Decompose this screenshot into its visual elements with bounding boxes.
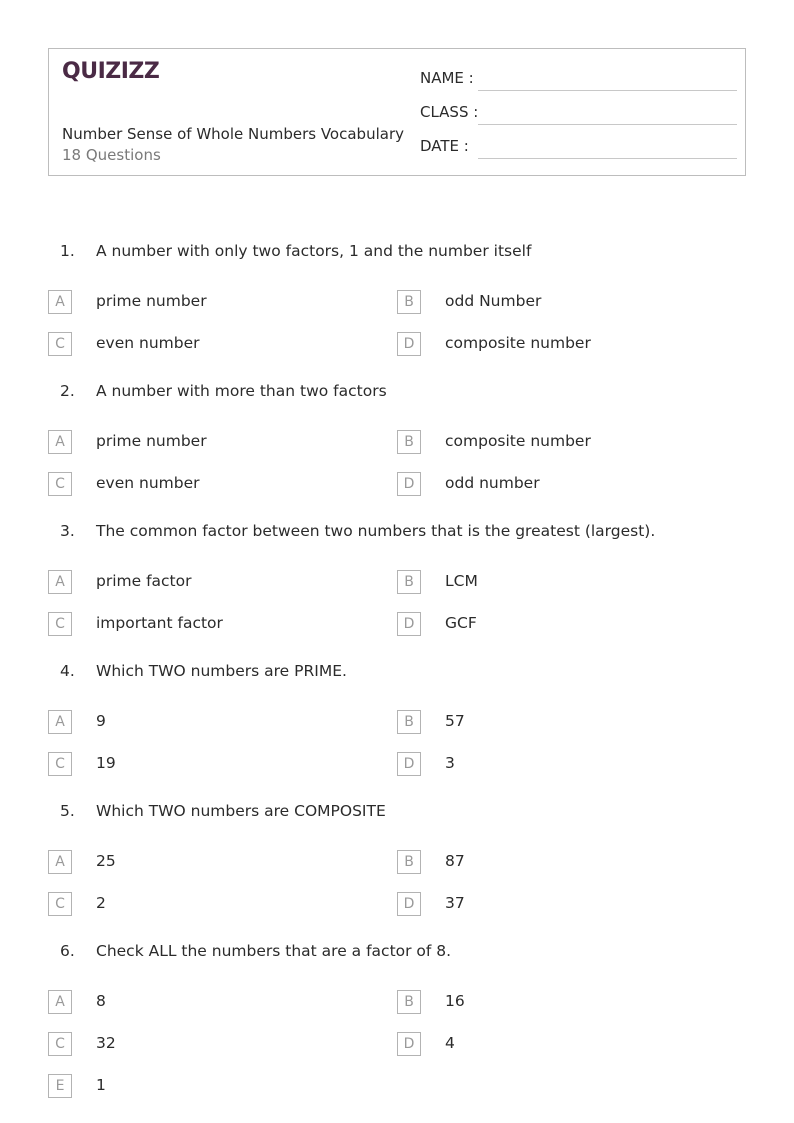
option-text: 8	[96, 992, 106, 1010]
option-text: odd number	[445, 474, 540, 492]
option-text: GCF	[445, 614, 477, 632]
option-checkbox[interactable]: D	[397, 332, 421, 356]
option-text: 87	[445, 852, 465, 870]
question-text: Check ALL the numbers that are a factor of 8.	[96, 942, 452, 960]
option-text: important factor	[96, 614, 223, 632]
option-text: 19	[96, 754, 116, 772]
option-text: 16	[445, 992, 465, 1010]
question-number: 2.	[60, 382, 75, 400]
option-checkbox[interactable]: A	[48, 710, 72, 734]
date-field[interactable]	[420, 137, 735, 161]
question-number: 5.	[60, 802, 75, 820]
option-text: even number	[96, 334, 200, 352]
option-text: 25	[96, 852, 116, 870]
option-text: even number	[96, 474, 200, 492]
option-text: 4	[445, 1034, 455, 1052]
option-checkbox[interactable]: A	[48, 430, 72, 454]
option-checkbox[interactable]: A	[48, 850, 72, 874]
option-text: prime number	[96, 432, 207, 450]
option-checkbox[interactable]: D	[397, 892, 421, 916]
option-text: 32	[96, 1034, 116, 1052]
question-text: Which TWO numbers are PRIME.	[96, 662, 347, 680]
option-checkbox[interactable]: B	[397, 850, 421, 874]
option-text: 2	[96, 894, 106, 912]
class-field[interactable]	[420, 103, 735, 127]
class-line[interactable]	[478, 124, 737, 125]
option-text: prime number	[96, 292, 207, 310]
question-text: A number with more than two factors	[96, 382, 387, 400]
worksheet-header	[48, 48, 746, 176]
option-checkbox[interactable]: D	[397, 1032, 421, 1056]
option-checkbox[interactable]: E	[48, 1074, 72, 1098]
question-number: 6.	[60, 942, 75, 960]
option-checkbox[interactable]: C	[48, 1032, 72, 1056]
option-checkbox[interactable]: B	[397, 990, 421, 1014]
option-text: composite number	[445, 432, 591, 450]
option-text: 57	[445, 712, 465, 730]
option-checkbox[interactable]: A	[48, 570, 72, 594]
worksheet-title: Number Sense of Whole Numbers Vocabulary	[62, 125, 404, 143]
option-text: composite number	[445, 334, 591, 352]
question-number: 3.	[60, 522, 75, 540]
option-checkbox[interactable]: C	[48, 612, 72, 636]
quizizz-logo: QUIZIZZ	[62, 59, 160, 84]
question-number: 4.	[60, 662, 75, 680]
option-checkbox[interactable]: C	[48, 472, 72, 496]
question-text: A number with only two factors, 1 and the number itself	[96, 242, 532, 260]
name-label: NAME :	[420, 69, 474, 87]
option-text: LCM	[445, 572, 478, 590]
question-number: 1.	[60, 242, 75, 260]
name-field[interactable]	[420, 69, 735, 93]
option-text: 37	[445, 894, 465, 912]
option-checkbox[interactable]: C	[48, 332, 72, 356]
option-checkbox[interactable]: D	[397, 752, 421, 776]
option-text: prime factor	[96, 572, 192, 590]
option-checkbox[interactable]: B	[397, 710, 421, 734]
option-checkbox[interactable]: C	[48, 892, 72, 916]
option-checkbox[interactable]: B	[397, 570, 421, 594]
option-checkbox[interactable]: D	[397, 612, 421, 636]
option-checkbox[interactable]: B	[397, 290, 421, 314]
date-label: DATE :	[420, 137, 469, 155]
option-checkbox[interactable]: A	[48, 290, 72, 314]
option-text: 1	[96, 1076, 106, 1094]
option-text: 9	[96, 712, 106, 730]
date-line[interactable]	[478, 158, 737, 159]
name-line[interactable]	[478, 90, 737, 91]
option-checkbox[interactable]: A	[48, 990, 72, 1014]
question-count: 18 Questions	[62, 146, 161, 164]
option-checkbox[interactable]: D	[397, 472, 421, 496]
option-checkbox[interactable]: C	[48, 752, 72, 776]
class-label: CLASS :	[420, 103, 479, 121]
option-checkbox[interactable]: B	[397, 430, 421, 454]
option-text: odd Number	[445, 292, 542, 310]
question-text: Which TWO numbers are COMPOSITE	[96, 802, 386, 820]
question-text: The common factor between two numbers that is the greatest (largest).	[96, 522, 656, 540]
option-text: 3	[445, 754, 455, 772]
